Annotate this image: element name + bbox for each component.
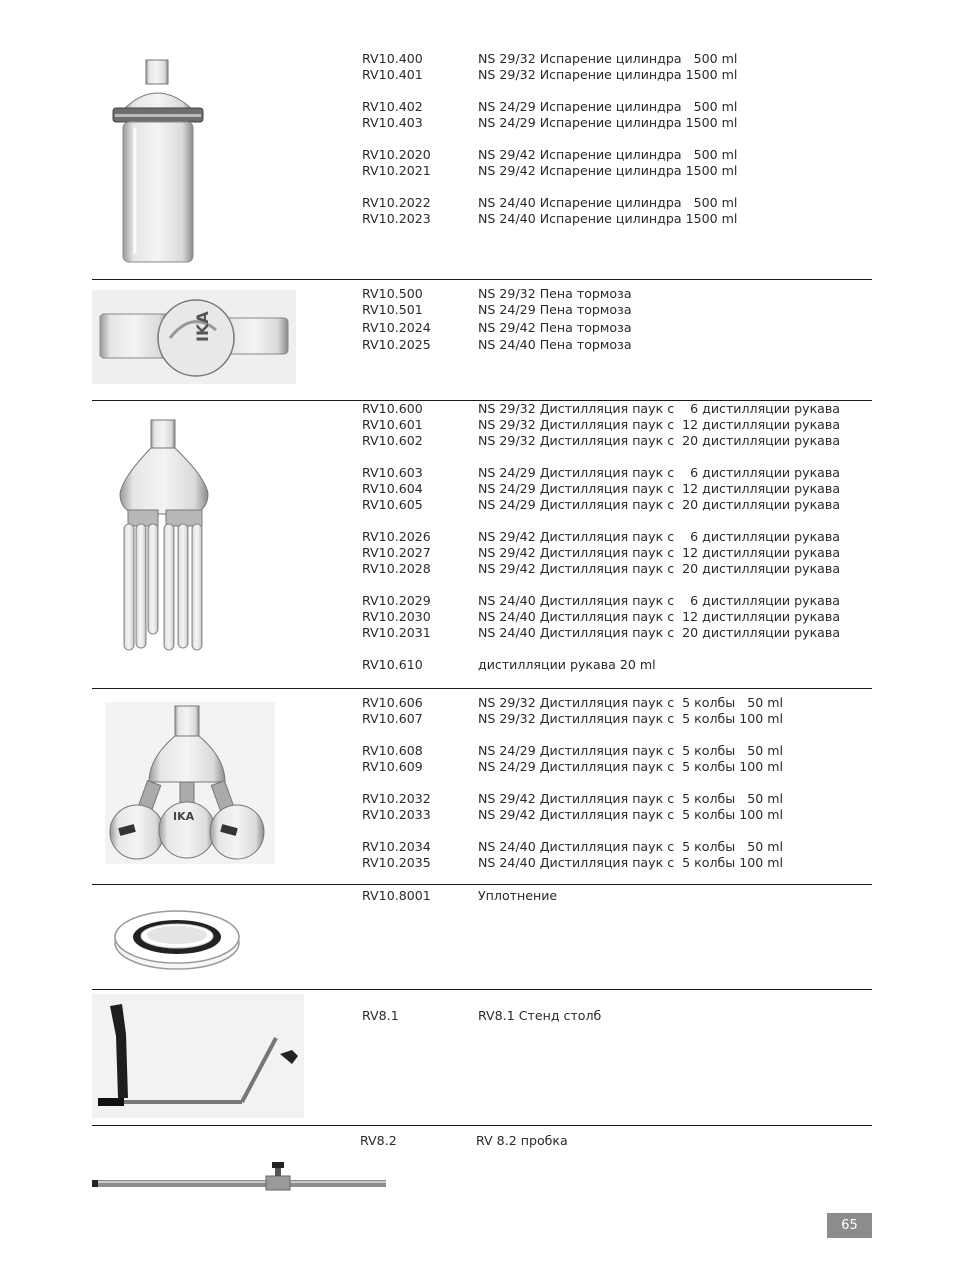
product-row — [362, 609, 862, 625]
product-code: RV10.2024 — [362, 320, 431, 335]
product-row — [362, 163, 862, 179]
ika-logo: IKA — [193, 311, 212, 342]
product-description: NS 24/40 Испарение цилиндра 1500 ml — [478, 211, 738, 226]
product-description: NS 29/32 Испарение цилиндра 500 ml — [478, 51, 738, 66]
product-row — [362, 839, 862, 855]
product-row — [362, 593, 862, 609]
product-code: RV10.2021 — [362, 163, 431, 178]
product-code: RV10.602 — [362, 433, 423, 448]
product-row — [362, 561, 862, 577]
section-evaporation-cylinder — [362, 51, 862, 227]
product-description: NS 29/32 Испарение цилиндра 1500 ml — [478, 67, 738, 82]
divider — [92, 688, 872, 689]
product-row — [362, 791, 862, 807]
section-seal — [362, 888, 862, 904]
product-code: RV10.402 — [362, 99, 423, 114]
product-row — [362, 417, 862, 433]
product-code: RV10.2029 — [362, 593, 431, 608]
product-description: NS 29/42 Дистилляция паук с 6 дистилляции рукава — [478, 529, 841, 544]
product-row — [360, 1133, 860, 1149]
product-description: NS 24/40 Дистилляция паук с 5 колбы 50 ml — [478, 839, 784, 854]
product-row — [362, 657, 862, 673]
product-row — [362, 711, 862, 727]
product-description: NS 29/42 Дистилляция паук с 5 колбы 50 ml — [478, 791, 784, 806]
product-code: RV8.1 — [362, 1008, 399, 1023]
product-row — [362, 545, 862, 561]
product-code: RV10.2030 — [362, 609, 431, 624]
divider — [92, 1125, 872, 1126]
product-row — [362, 67, 862, 83]
product-code: RV8.2 — [360, 1133, 397, 1148]
product-description: NS 24/29 Дистилляция паук с 6 дистилляции рукава — [478, 465, 841, 480]
product-description: NS 24/40 Дистилляция паук с 20 дистилляции рукава — [478, 625, 841, 640]
product-description: дистилляции рукава 20 ml — [478, 657, 656, 672]
stopper-rod-image — [90, 1160, 390, 1194]
divider — [92, 279, 872, 280]
product-code: RV10.604 — [362, 481, 423, 496]
product-code: RV10.2023 — [362, 211, 431, 226]
product-description: RV 8.2 пробка — [476, 1133, 568, 1148]
product-row — [362, 465, 862, 481]
product-row — [362, 1008, 862, 1024]
product-code: RV10.400 — [362, 51, 423, 66]
product-code: RV10.610 — [362, 657, 423, 672]
product-code: RV10.401 — [362, 67, 423, 82]
product-description: NS 24/29 Дистилляция паук с 5 колбы 50 ml — [478, 743, 784, 758]
product-row — [362, 286, 862, 302]
product-description: NS 24/40 Испарение цилиндра 500 ml — [478, 195, 738, 210]
product-row — [362, 888, 862, 904]
product-code: RV10.500 — [362, 286, 423, 301]
product-row — [362, 497, 862, 513]
product-code: RV10.606 — [362, 695, 423, 710]
product-description: NS 24/40 Пена тормоза — [478, 337, 632, 352]
product-description: NS 29/32 Дистилляция паук с 6 дистилляции рукава — [478, 401, 841, 416]
product-code: RV10.2025 — [362, 337, 431, 352]
page-number: 65 — [827, 1213, 872, 1238]
product-row — [362, 481, 862, 497]
product-row — [362, 433, 862, 449]
product-description: NS 29/32 Дистилляция паук с 20 дистилляции рукава — [478, 433, 841, 448]
product-description: Уплотнение — [478, 888, 558, 903]
product-row — [362, 195, 862, 211]
product-code: RV10.2026 — [362, 529, 431, 544]
product-code: RV10.501 — [362, 302, 423, 317]
product-description: NS 24/29 Испарение цилиндра 500 ml — [478, 99, 738, 114]
product-description: RV8.1 Стенд столб — [478, 1008, 602, 1023]
product-code: RV10.607 — [362, 711, 423, 726]
product-description: NS 24/40 Дистилляция паук с 12 дистилляции рукава — [478, 609, 841, 624]
product-description: NS 29/42 Испарение цилиндра 1500 ml — [478, 163, 738, 178]
product-row — [362, 51, 862, 67]
product-code: RV10.2033 — [362, 807, 431, 822]
distillation-spider-sleeves-image — [116, 418, 212, 654]
product-row — [362, 147, 862, 163]
product-code: RV10.2032 — [362, 791, 431, 806]
seal-image — [112, 903, 242, 973]
product-description: NS 24/29 Дистилляция паук с 12 дистилляции рукава — [478, 481, 841, 496]
stand-column-image — [92, 994, 304, 1118]
product-code: RV10.2035 — [362, 855, 431, 870]
product-code: RV10.2020 — [362, 147, 431, 162]
product-code: RV10.2034 — [362, 839, 431, 854]
section-distillation-spider-sleeves — [362, 401, 862, 673]
product-description: NS 29/32 Дистилляция паук с 5 колбы 50 ml — [478, 695, 784, 710]
section-distillation-spider-flasks — [362, 695, 862, 871]
product-code: RV10.605 — [362, 497, 423, 512]
product-description: NS 24/29 Пена тормоза — [478, 302, 632, 317]
product-row — [362, 807, 862, 823]
product-row — [362, 743, 862, 759]
divider — [92, 884, 872, 885]
product-row — [362, 529, 862, 545]
product-description: NS 29/32 Пена тормоза — [478, 286, 632, 301]
product-description: NS 29/42 Дистилляция паук с 20 дистилляции рукава — [478, 561, 841, 576]
section-foam-brake — [362, 286, 862, 353]
product-description: NS 29/42 Испарение цилиндра 500 ml — [478, 147, 738, 162]
product-code: RV10.603 — [362, 465, 423, 480]
product-description: NS 24/40 Дистилляция паук с 5 колбы 100 ml — [478, 855, 784, 870]
product-row — [362, 401, 862, 417]
product-row — [362, 855, 862, 871]
product-code: RV10.609 — [362, 759, 423, 774]
section-stand-column — [362, 1008, 862, 1024]
product-description: NS 29/32 Дистилляция паук с 12 дистилляции рукава — [478, 417, 841, 432]
product-row — [362, 695, 862, 711]
product-code: RV10.601 — [362, 417, 423, 432]
product-code: RV10.403 — [362, 115, 423, 130]
product-row — [362, 625, 862, 641]
product-row — [362, 759, 862, 775]
product-description: NS 24/29 Дистилляция паук с 20 дистилляции рукава — [478, 497, 841, 512]
product-description: NS 24/40 Дистилляция паук с 6 дистилляции рукава — [478, 593, 841, 608]
product-code: RV10.608 — [362, 743, 423, 758]
product-row — [362, 320, 862, 337]
section-stopper — [360, 1133, 860, 1149]
product-row — [362, 115, 862, 131]
product-code: RV10.8001 — [362, 888, 431, 903]
product-description: NS 29/42 Дистилляция паук с 12 дистилляции рукава — [478, 545, 841, 560]
product-row — [362, 211, 862, 227]
product-description: NS 29/32 Дистилляция паук с 5 колбы 100 ml — [478, 711, 784, 726]
product-code: RV10.600 — [362, 401, 423, 416]
divider — [92, 989, 872, 990]
product-row — [362, 302, 862, 320]
product-code: RV10.2028 — [362, 561, 431, 576]
product-row — [362, 337, 862, 353]
ika-logo: IKA — [173, 810, 195, 823]
product-code: RV10.2031 — [362, 625, 431, 640]
product-description: NS 24/29 Испарение цилиндра 1500 ml — [478, 115, 738, 130]
distillation-spider-flasks-image — [105, 702, 275, 864]
product-code: RV10.2022 — [362, 195, 431, 210]
product-description: NS 24/29 Дистилляция паук с 5 колбы 100 ml — [478, 759, 784, 774]
product-row — [362, 99, 862, 115]
product-code: RV10.2027 — [362, 545, 431, 560]
product-description: NS 29/42 Дистилляция паук с 5 колбы 100 ml — [478, 807, 784, 822]
foam-brake-image — [92, 290, 296, 384]
product-description: NS 29/42 Пена тормоза — [478, 320, 632, 335]
evaporation-cylinder-image — [105, 58, 215, 266]
